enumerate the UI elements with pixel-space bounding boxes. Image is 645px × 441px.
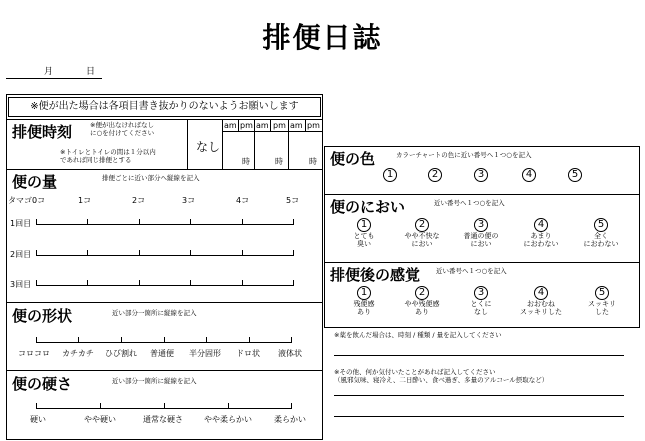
amount-scale-1: 1コ — [78, 196, 92, 205]
smell-option-1[interactable]: 1 とても 臭い — [353, 219, 375, 248]
smell-option-3[interactable]: 3 普通の便の におい — [463, 219, 499, 248]
amount-row-3-scale[interactable] — [36, 285, 294, 286]
amount-scale-2: 2コ — [132, 196, 146, 205]
color-option-2[interactable]: 2 — [428, 168, 442, 182]
day-label: 日 — [86, 67, 96, 77]
amount-scale-4: 4コ — [236, 196, 250, 205]
shape-label-3: 普通便 — [150, 349, 174, 358]
color-option-5[interactable]: 5 — [568, 168, 582, 182]
am-label-2[interactable]: am — [256, 121, 269, 130]
hardness-label-1: やや硬い — [84, 415, 116, 424]
amount-heading: 便の量 — [12, 173, 58, 191]
shape-note: 近い部分一箇所に縦線を記入 — [112, 309, 197, 317]
other-line-2[interactable] — [334, 416, 624, 417]
notice-banner: ※便が出た場合は各項目書き抜かりのないようお願いします — [8, 97, 321, 117]
feeling-heading: 排便後の感覚 — [330, 266, 421, 284]
hardness-scale[interactable] — [36, 408, 292, 409]
shape-label-0: コロコロ — [18, 349, 50, 358]
other-note-1: ※その他、何か気付いたことがあれば記入してください — [334, 368, 496, 376]
hardness-label-0: 硬い — [30, 415, 46, 424]
pm-label-2[interactable]: pm — [273, 121, 286, 130]
shape-label-4: 半分固形 — [189, 349, 221, 358]
shape-label-1: カチカチ — [62, 349, 94, 358]
amount-row-2-label: 2回目 — [10, 250, 32, 259]
time-note-2: ※トイレとトイレの間は１分以内 であれば同じ排便とする — [60, 148, 156, 164]
am-label-3[interactable]: am — [290, 121, 303, 130]
hardness-label-2: 通常な硬さ — [143, 415, 183, 424]
pm-label-1[interactable]: pm — [240, 121, 253, 130]
smell-heading: 便のにおい — [330, 198, 406, 216]
feeling-option-1[interactable]: 1 残便感 あり — [353, 287, 375, 316]
feeling-note: 近い番号へ１つ○を記入 — [436, 267, 507, 275]
date-field[interactable] — [6, 64, 102, 79]
page-title: 排便日誌 — [262, 21, 383, 54]
hardness-label-3: やや柔らかい — [204, 415, 252, 424]
shape-label-5: ドロ状 — [236, 349, 260, 358]
feeling-option-4[interactable]: 4 おおむね スッキリした — [520, 287, 562, 316]
smell-option-2[interactable]: 2 やや不快な におい — [404, 219, 440, 248]
time-note: ※便が出なければなし に○を付けてください — [90, 121, 155, 137]
amount-note: 排便ごとに近い部分へ縦線を記入 — [102, 174, 200, 182]
hour-label-3: 時 — [309, 157, 317, 166]
feeling-option-3[interactable]: 3 とくに なし — [470, 287, 492, 316]
color-option-3[interactable]: 3 — [474, 168, 488, 182]
pm-label-3[interactable]: pm — [307, 121, 320, 130]
smell-option-5[interactable]: 5 全く におわない — [583, 219, 619, 248]
color-heading: 便の色 — [330, 150, 376, 168]
amount-scale-0: タマゴ0コ — [8, 196, 46, 205]
smell-option-4[interactable]: 4 あまり におわない — [523, 219, 559, 248]
shape-label-6: 液体状 — [278, 349, 302, 358]
color-note: カラーチャートの色に近い番号へ１つ○を記入 — [396, 151, 532, 159]
other-note-2: （風邪気味、寝冷え、二日酔い、食べ過ぎ、多量のアルコール摂取など） — [334, 376, 549, 384]
color-option-4[interactable]: 4 — [522, 168, 536, 182]
feeling-option-5[interactable]: 5 スッキリ した — [588, 287, 616, 316]
none-option[interactable]: なし — [196, 140, 221, 154]
shape-heading: 便の形状 — [12, 307, 73, 325]
month-label: 月 — [44, 67, 54, 77]
shape-scale[interactable] — [36, 342, 292, 343]
amount-scale-3: 3コ — [182, 196, 196, 205]
amount-row-3-label: 3回目 — [10, 280, 32, 289]
other-line-1[interactable] — [334, 395, 624, 396]
medicine-line[interactable] — [334, 355, 624, 356]
time-heading: 排便時刻 — [12, 123, 73, 141]
medicine-note: ※薬を飲んだ場合は、時刻 / 種類 / 量を記入してください — [334, 331, 502, 339]
amount-row-1-scale[interactable] — [36, 224, 294, 225]
hour-label-2: 時 — [275, 157, 283, 166]
shape-label-2: ひび割れ — [105, 349, 137, 358]
hour-label-1: 時 — [242, 157, 250, 166]
hardness-label-4: 柔らかい — [274, 415, 306, 424]
amount-scale-5: 5コ — [286, 196, 300, 205]
smell-note: 近い番号へ１つ○を記入 — [434, 199, 505, 207]
amount-row-2-scale[interactable] — [36, 255, 294, 256]
hardness-note: 近い部分一箇所に縦線を記入 — [112, 377, 197, 385]
feeling-option-2[interactable]: 2 やや残便感 あり — [404, 287, 440, 316]
am-label-1[interactable]: am — [224, 121, 237, 130]
amount-row-1-label: 1回目 — [10, 219, 32, 228]
color-option-1[interactable]: 1 — [383, 168, 397, 182]
hardness-heading: 便の硬さ — [12, 375, 73, 393]
